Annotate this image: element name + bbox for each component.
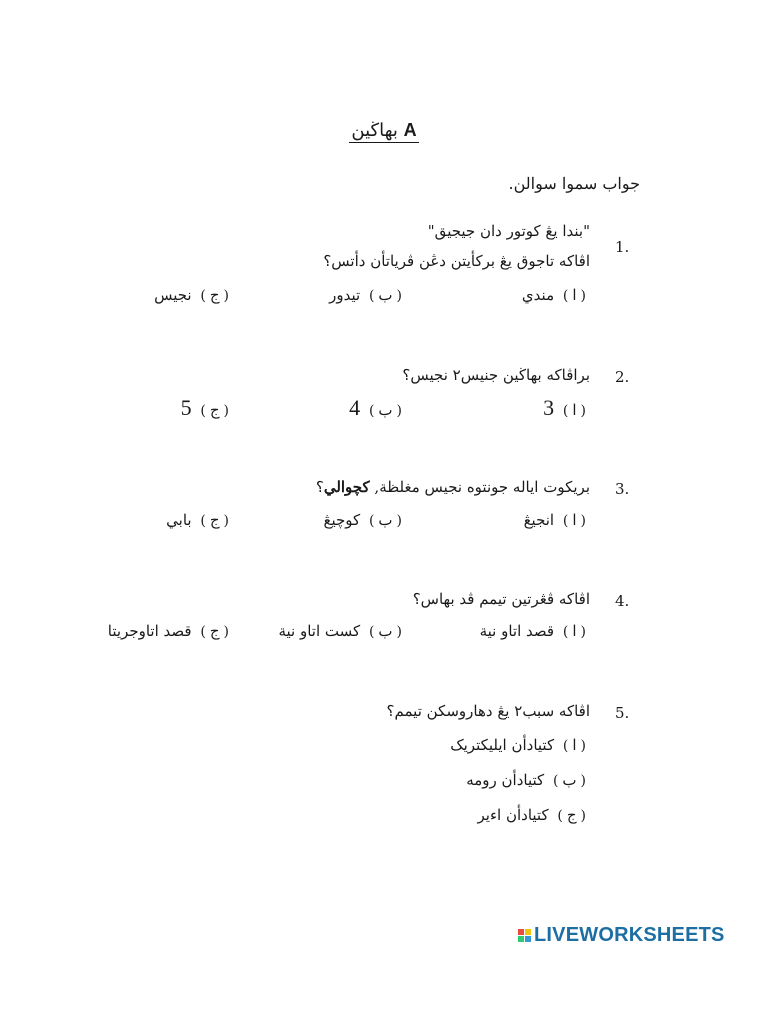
liveworksheets-logo-icon — [518, 929, 531, 942]
question-text: اڤاکه سبب۲ يڠ دهاروسکن تيمم؟ — [386, 702, 590, 720]
option-a[interactable]: (ا) کتيادا‌ٔن ايليکتريک — [450, 736, 586, 754]
option-b[interactable]: (ب) کست اتاو نية — [278, 622, 402, 640]
option-label: ب — [378, 401, 393, 419]
question-text: اڤاکه تاجوق يڠ برکا‌ٔيتن دڠن ڤرياتا‌ٔن د‌ا‌ٔتس؟ — [323, 252, 590, 270]
instruction-text: جواب سمو‌ا سوالن. — [508, 174, 640, 193]
question-text: براڤاکه بهاڬين جنيس۲ نجيس؟ — [402, 366, 590, 384]
section-title-letter: A — [403, 120, 417, 140]
option-text: مندي — [521, 286, 555, 304]
question-text-before: بريکوت ايا‌له جونتوه نجيس مغلظة, — [374, 478, 590, 496]
option-label: ج — [209, 511, 220, 529]
question-text-after: ؟ — [315, 478, 324, 496]
section-title-word: بهاڬين — [351, 120, 398, 141]
option-text: نجيس — [154, 286, 192, 304]
option-c[interactable]: (ج) نجيس — [154, 286, 229, 304]
option-b[interactable]: (ب) تيدور — [329, 286, 402, 304]
option-text: قصد اتاو نية — [479, 622, 555, 640]
question-number: 3. — [615, 480, 630, 498]
question-text: اڤاکه ڤڠرتين تيمم ڤد بهاس؟ — [412, 590, 590, 608]
option-label: ا — [572, 401, 577, 419]
question-text — [316, 478, 590, 496]
option-text: تيدور — [329, 286, 361, 304]
option-text: قصد اتاوجريتا — [107, 622, 192, 640]
liveworksheets-logo[interactable] — [518, 924, 725, 947]
option-text: کتيادا‌ٔن رومه — [466, 771, 545, 789]
question-number: 5. — [615, 704, 630, 722]
option-label: ب — [378, 511, 393, 529]
option-label: ج — [209, 286, 220, 304]
option-label: ب — [562, 771, 577, 789]
option-text: 3 — [543, 395, 555, 420]
question-number: 2. — [615, 368, 630, 386]
option-text: کتيادا‌ٔن ايليکتريک — [450, 736, 555, 754]
option-b[interactable]: (ب) کتيادا‌ٔن رومه — [466, 771, 586, 789]
option-text: کتيادا‌ٔن اءير — [477, 806, 549, 824]
option-label: ا — [572, 622, 577, 640]
question-number: 4. — [615, 592, 630, 610]
option-label: ب — [378, 622, 393, 640]
option-text: 5 — [180, 395, 192, 420]
option-c[interactable]: (ج) کتيادا‌ٔن اءير — [477, 806, 586, 824]
question-number: 1. — [615, 238, 630, 256]
section-title — [0, 120, 768, 141]
option-a[interactable]: (ا) قصد اتاو نية — [479, 622, 586, 640]
option-text: 4 — [349, 395, 361, 420]
option-text: کوچيڠ — [323, 511, 361, 529]
option-text: کست اتاو نية — [278, 622, 361, 640]
option-label: ب — [378, 286, 393, 304]
option-c[interactable]: (ج) 5 — [180, 395, 229, 420]
option-label: ج — [209, 622, 220, 640]
option-label: ا — [572, 511, 577, 529]
question-text-emphasis: کچوالي — [323, 478, 370, 496]
option-b[interactable]: (ب) کوچيڠ — [323, 511, 402, 529]
option-text: انجيڠ — [523, 511, 555, 529]
option-label: ا — [572, 736, 577, 754]
option-a[interactable]: (ا) مندي — [521, 286, 586, 304]
option-c[interactable]: (ج) قصد اتاوجريتا — [107, 622, 229, 640]
logo-text: LIVEWORKSHEETS — [534, 924, 725, 946]
option-label: ج — [209, 401, 220, 419]
option-label: ا — [572, 286, 577, 304]
option-c[interactable]: (ج) بابي — [166, 511, 229, 529]
option-label: ج — [566, 806, 577, 824]
option-a[interactable]: (ا) 3 — [543, 395, 586, 420]
option-a[interactable]: (ا) انجيڠ — [523, 511, 586, 529]
option-b[interactable]: (ب) 4 — [349, 395, 402, 420]
option-text: بابي — [166, 511, 192, 529]
question-quote: "بندا يڠ کوتور دان جيجيق" — [427, 222, 590, 240]
